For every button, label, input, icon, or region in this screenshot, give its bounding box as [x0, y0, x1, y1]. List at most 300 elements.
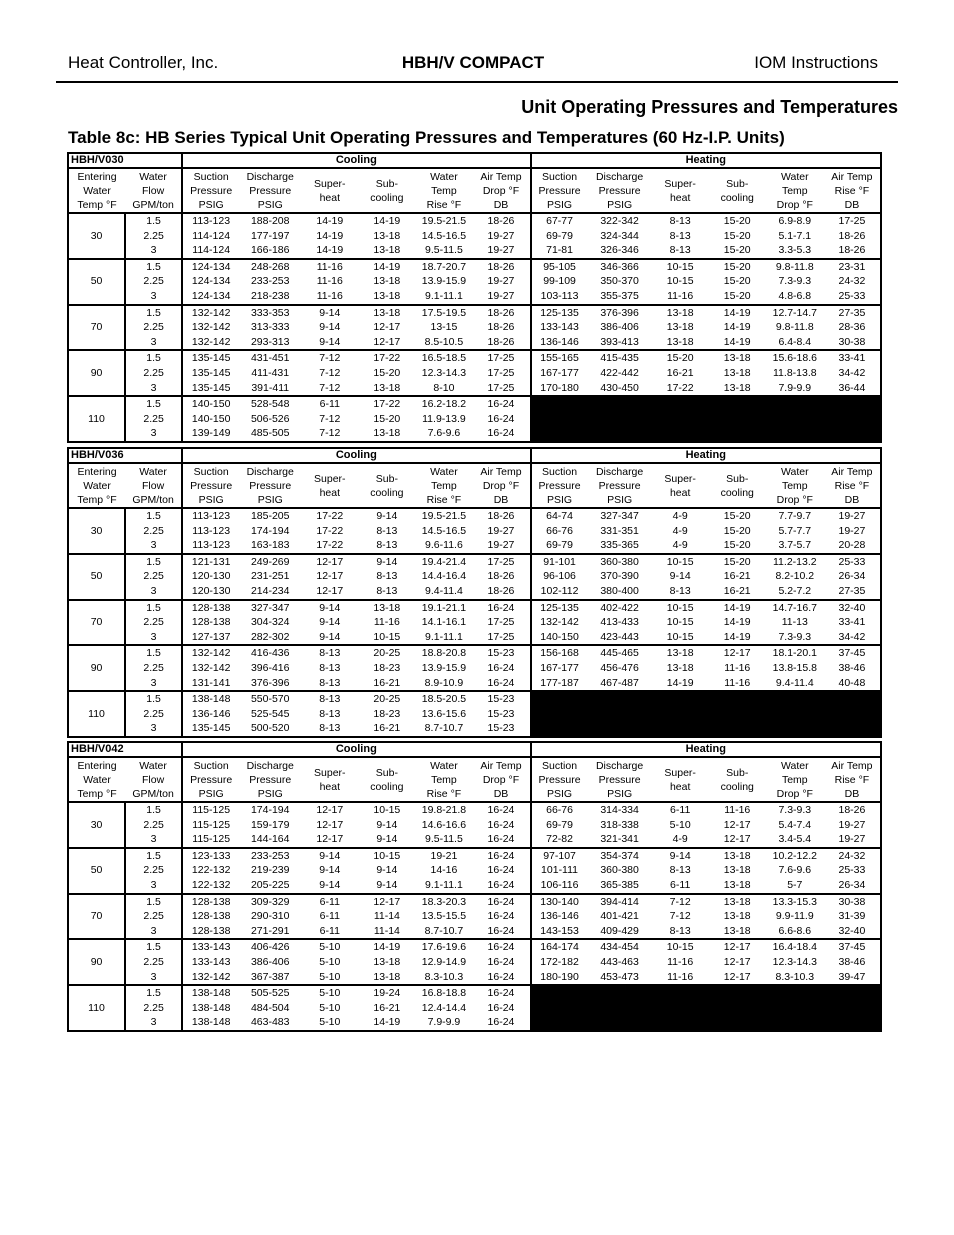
- value-cell: 66-76: [546, 804, 573, 816]
- value-cell: 9-14: [669, 849, 691, 862]
- value-cell: 8.2-10.2: [775, 570, 815, 583]
- value-cell: 71-81: [531, 243, 588, 259]
- header-line: heat: [669, 191, 691, 204]
- value-cell: 386-406: [250, 955, 290, 968]
- value-cell: 133-143: [540, 321, 579, 334]
- value-cell: 456-476: [600, 661, 639, 674]
- value-cell: 550-570: [250, 693, 290, 706]
- value-cell: 7.9-9.9: [766, 381, 824, 397]
- value-cell: 138-148: [191, 693, 231, 706]
- header-line: Flow: [142, 184, 165, 197]
- value-cell: 5-10: [319, 987, 341, 1000]
- header-line: Sub-: [375, 177, 398, 190]
- value-cell: 15-20: [723, 275, 751, 288]
- column-header-c_subcooling: [358, 463, 415, 508]
- column-header-flow: [125, 168, 182, 213]
- value-cell: 9.5-11.5: [415, 832, 472, 848]
- value-cell: 17-22: [373, 352, 401, 365]
- value-cell: 386-406: [600, 321, 639, 334]
- value-cell: 9-14: [376, 864, 398, 877]
- header-line: Air Temp: [480, 465, 522, 478]
- value-cell: 365-385: [588, 878, 652, 894]
- header-line: Water: [83, 184, 111, 197]
- column-header-entering: [68, 168, 125, 213]
- value-cell: 9.5-11.5: [415, 243, 472, 259]
- flow-value: 2.25: [125, 615, 182, 630]
- value-cell: 10-15: [666, 601, 694, 614]
- value-cell: 10-15: [666, 555, 694, 568]
- value-cell: 393-413: [588, 335, 652, 351]
- value-cell: 143-153: [531, 924, 588, 940]
- column-header-h_discharge: [588, 463, 652, 508]
- header-line: cooling: [370, 780, 404, 793]
- header-line: Flow: [142, 479, 165, 492]
- value-cell: 11.2-13.2: [773, 555, 817, 568]
- header-line: Suction: [193, 465, 229, 478]
- header-line: Drop °F: [482, 773, 520, 786]
- header-line: Pressure: [190, 479, 233, 492]
- header-line: GPM/ton: [132, 787, 174, 800]
- header-line: cooling: [720, 486, 754, 499]
- value-cell: 9.4-11.4: [766, 676, 824, 692]
- value-cell: 19.5-21.5: [421, 510, 467, 522]
- value-cell: 5-7: [766, 878, 824, 894]
- flow-value: 3: [125, 243, 182, 259]
- value-cell: 231-251: [250, 570, 290, 583]
- header-line: Water: [430, 170, 458, 183]
- value-cell: 8-13: [376, 524, 398, 537]
- value-cell: 69-79: [546, 229, 573, 242]
- column-header-c_air_drop: [472, 463, 530, 508]
- value-cell: 64-74: [546, 510, 573, 522]
- value-cell: 19-27: [472, 229, 530, 244]
- header-line: Air Temp: [831, 759, 873, 772]
- flow-value: 1.5: [125, 213, 182, 229]
- value-cell: 528-548: [250, 398, 290, 411]
- value-cell: 13-18: [723, 864, 751, 877]
- value-cell: 16.4-18.4: [772, 941, 817, 954]
- value-cell: 18-26: [472, 584, 530, 600]
- flow-value: 3: [125, 924, 182, 940]
- value-cell: 12-17: [373, 895, 401, 908]
- header-line: Air Temp: [831, 170, 873, 183]
- header-line: heat: [669, 486, 691, 499]
- value-cell: 122-132: [182, 878, 239, 894]
- value-cell: 11-16: [709, 676, 766, 692]
- header-line: cooling: [370, 191, 404, 204]
- table-row: [68, 524, 881, 539]
- flow-value: 1.5: [125, 305, 182, 321]
- table-row: [68, 863, 881, 878]
- column-header-entering: [68, 463, 125, 508]
- value-cell: 66-76: [546, 524, 573, 537]
- value-cell: 6-11: [652, 878, 709, 894]
- value-cell: 9.4-11.4: [415, 584, 472, 600]
- column-header-c_suction: [182, 463, 239, 508]
- value-cell: 249-269: [250, 555, 290, 568]
- operating-table: [67, 152, 882, 443]
- value-cell: 24-32: [838, 849, 866, 862]
- blacked-out-heating: [531, 396, 881, 442]
- value-cell: 138-148: [191, 1016, 231, 1029]
- value-cell: 443-463: [600, 955, 639, 968]
- value-cell: 18-26: [838, 229, 866, 242]
- value-cell: 391-411: [239, 381, 301, 397]
- value-cell: 15-20: [709, 243, 766, 259]
- value-cell: 39-47: [824, 970, 881, 986]
- value-cell: 132-142: [191, 647, 231, 660]
- header-line: Temp: [781, 773, 808, 786]
- value-cell: 135-145: [191, 722, 231, 735]
- header-line: Pressure: [598, 773, 641, 786]
- value-cell: 10-15: [373, 804, 401, 816]
- value-cell: 128-138: [191, 616, 231, 629]
- header-line: Water: [139, 170, 167, 183]
- value-cell: 17-22: [373, 398, 401, 411]
- header-line: Rise °F: [834, 479, 870, 492]
- header-line: Temp: [431, 479, 457, 492]
- value-cell: 167-177: [540, 661, 579, 674]
- value-cell: 15-20: [666, 352, 694, 365]
- value-cell: 333-353: [250, 306, 290, 319]
- value-cell: 11-16: [373, 616, 400, 629]
- value-cell: 4-9: [652, 538, 709, 554]
- header-line: Super-: [314, 766, 346, 779]
- value-cell: 370-390: [600, 570, 639, 583]
- value-cell: 14.5-16.5: [421, 524, 467, 537]
- value-cell: 16-24: [472, 412, 530, 427]
- value-cell: 19-27: [472, 538, 530, 554]
- value-cell: 290-310: [250, 910, 290, 923]
- value-cell: 69-79: [531, 538, 588, 554]
- value-cell: 13-18: [723, 366, 751, 379]
- value-cell: 16.5-18.5: [421, 352, 467, 365]
- value-cell: 6-11: [319, 910, 340, 923]
- value-cell: 10-15: [666, 275, 694, 288]
- value-cell: 13-18: [723, 895, 751, 908]
- value-cell: 16-21: [373, 1001, 401, 1014]
- header-line: Pressure: [538, 184, 581, 197]
- value-cell: 15-20: [723, 215, 751, 227]
- table-caption: Table 8c: HB Series Typical Unit Operating Pressures and Temperatures (60 Hz-I.P. Units): [68, 128, 785, 147]
- value-cell: 453-473: [588, 970, 652, 986]
- value-cell: 97-107: [543, 849, 576, 862]
- value-cell: 166-186: [239, 243, 301, 259]
- value-cell: 19-27: [838, 818, 866, 831]
- value-cell: 33-41: [838, 616, 866, 629]
- flow-value: 2.25: [125, 412, 182, 427]
- flow-value: 2.25: [125, 661, 182, 676]
- value-cell: 26-34: [824, 878, 881, 894]
- value-cell: 18.7-20.7: [421, 260, 467, 273]
- flow-value: 2.25: [125, 274, 182, 289]
- value-cell: 4.8-6.8: [766, 289, 824, 305]
- value-cell: 8-13: [319, 693, 341, 706]
- column-header-c_superheat: [301, 757, 358, 802]
- column-header-h_suction: [531, 757, 588, 802]
- header-line: Pressure: [249, 479, 292, 492]
- value-cell: 3.3-5.3: [766, 243, 824, 259]
- value-cell: 13-18: [373, 955, 401, 968]
- value-cell: 15-20: [723, 524, 751, 537]
- heating-group-header: Heating: [531, 448, 881, 463]
- value-cell: 19-27: [824, 832, 881, 848]
- value-cell: 25-33: [824, 289, 881, 305]
- flow-value: 1.5: [125, 396, 182, 412]
- flow-value: 1.5: [125, 691, 182, 707]
- value-cell: 6.6-8.6: [766, 924, 824, 940]
- value-cell: 20-28: [824, 538, 881, 554]
- value-cell: 128-138: [182, 924, 239, 940]
- header-line: DB: [493, 493, 509, 506]
- table-row: [68, 630, 881, 646]
- value-cell: 11-14: [373, 910, 400, 923]
- table-row: [68, 600, 881, 616]
- value-cell: 14-19: [373, 260, 401, 273]
- header-rule: [56, 81, 898, 83]
- column-header-c_air_drop: [472, 757, 530, 802]
- header-line: Drop °F: [482, 479, 520, 492]
- column-header-c_superheat: [301, 463, 358, 508]
- value-cell: 34-42: [838, 366, 866, 379]
- value-cell: 396-416: [250, 661, 290, 674]
- document-type: IOM Instructions: [754, 53, 878, 72]
- value-cell: 174-194: [250, 804, 290, 816]
- value-cell: 18-26: [472, 259, 530, 275]
- column-header-c_subcooling: [358, 757, 415, 802]
- value-cell: 101-111: [541, 864, 579, 877]
- header-line: Discharge: [246, 170, 294, 183]
- column-header-h_superheat: [652, 463, 709, 508]
- value-cell: 17-25: [472, 554, 530, 570]
- value-cell: 28-36: [838, 321, 866, 334]
- column-header-h_water_drop: [766, 463, 824, 508]
- value-cell: 8-13: [358, 584, 415, 600]
- value-cell: 16-24: [472, 396, 530, 412]
- value-cell: 177-187: [531, 676, 588, 692]
- value-cell: 10-15: [666, 616, 694, 629]
- value-cell: 18.3-20.3: [421, 895, 467, 908]
- header-line: Pressure: [538, 773, 581, 786]
- value-cell: 13-18: [373, 601, 401, 614]
- table-row: [68, 894, 881, 910]
- header-line: Discharge: [246, 759, 294, 772]
- value-cell: 113-123: [192, 215, 231, 227]
- value-cell: 9.8-11.8: [775, 260, 814, 273]
- entering-temp: 90: [68, 350, 125, 396]
- entering-temp: 70: [68, 894, 125, 940]
- value-cell: 14.1-16.1: [421, 616, 467, 629]
- value-cell: 7.6-9.6: [778, 864, 812, 877]
- value-cell: 9-14: [358, 832, 415, 848]
- header-line: Suction: [193, 759, 229, 772]
- value-cell: 16-24: [472, 878, 530, 894]
- flow-value: 3: [125, 426, 182, 442]
- header-line: Super-: [664, 472, 696, 485]
- value-cell: 180-190: [531, 970, 588, 986]
- header-line: Pressure: [249, 773, 292, 786]
- value-cell: 8-13: [319, 707, 341, 720]
- operating-table: [67, 447, 882, 738]
- header-line: Discharge: [246, 465, 294, 478]
- flow-value: 2.25: [125, 229, 182, 244]
- value-cell: 18-26: [472, 320, 530, 335]
- value-cell: 413-433: [600, 616, 639, 629]
- value-cell: 15-20: [723, 555, 751, 568]
- value-cell: 14.6-16.6: [421, 818, 467, 831]
- column-header-h_subcooling: [709, 463, 766, 508]
- value-cell: 19-27: [472, 524, 530, 539]
- value-cell: 15-23: [472, 721, 530, 737]
- value-cell: 19-27: [838, 524, 866, 537]
- header-line: PSIG: [198, 787, 224, 800]
- value-cell: 6-11: [301, 924, 358, 940]
- header-line: Drop °F: [776, 493, 813, 506]
- value-cell: 188-208: [250, 215, 290, 227]
- column-header-c_suction: [182, 757, 239, 802]
- value-cell: 376-396: [600, 306, 639, 319]
- value-cell: 11-16: [652, 289, 709, 305]
- value-cell: 14-19: [723, 601, 751, 614]
- entering-temp: 50: [68, 259, 125, 305]
- column-header-c_water_rise: [415, 168, 472, 213]
- value-cell: 102-112: [531, 584, 588, 600]
- value-cell: 15-20: [709, 538, 766, 554]
- value-cell: 14.7-16.7: [772, 601, 817, 614]
- value-cell: 11-16: [652, 970, 709, 986]
- flow-value: 3: [125, 584, 182, 600]
- value-cell: 16-24: [472, 955, 530, 970]
- value-cell: 7-12: [669, 910, 691, 923]
- value-cell: 12-17: [316, 570, 344, 583]
- flow-value: 3: [125, 381, 182, 397]
- value-cell: 18-26: [472, 305, 530, 321]
- value-cell: 485-505: [250, 427, 290, 440]
- entering-temp: 30: [68, 213, 125, 259]
- column-header-c_suction: [182, 168, 239, 213]
- column-header-h_superheat: [652, 168, 709, 213]
- heating-group-header: Heating: [531, 153, 881, 168]
- column-header-h_air_rise: [824, 463, 881, 508]
- value-cell: 219-239: [250, 864, 290, 877]
- value-cell: 13.9-15.9: [421, 275, 467, 288]
- value-cell: 327-347: [250, 601, 290, 614]
- value-cell: 218-238: [239, 289, 301, 305]
- header-line: Suction: [542, 170, 578, 183]
- value-cell: 120-130: [182, 584, 239, 600]
- value-cell: 7.6-9.6: [427, 427, 461, 440]
- value-cell: 16-24: [472, 924, 530, 940]
- value-cell: 8.9-10.9: [415, 676, 472, 692]
- table-row: [68, 366, 881, 381]
- value-cell: 445-465: [600, 647, 639, 660]
- value-cell: 11-16: [316, 260, 343, 273]
- value-cell: 18-23: [373, 707, 401, 720]
- value-cell: 12-17: [723, 818, 751, 831]
- flow-value: 2.25: [125, 818, 182, 833]
- value-cell: 18-26: [472, 213, 530, 229]
- value-cell: 13-18: [652, 335, 709, 351]
- value-cell: 346-366: [600, 260, 639, 273]
- operating-table: [67, 741, 882, 1032]
- entering-temp: 110: [68, 691, 125, 737]
- value-cell: 16-21: [666, 366, 694, 379]
- header-line: PSIG: [257, 787, 283, 800]
- value-cell: 14-19: [301, 243, 358, 259]
- value-cell: 133-143: [191, 941, 231, 954]
- table-row: [68, 320, 881, 335]
- flow-value: 1.5: [125, 508, 182, 524]
- value-cell: 314-334: [600, 804, 639, 816]
- header-line: Super-: [314, 472, 346, 485]
- table-row: [68, 970, 881, 986]
- value-cell: 15-20: [709, 289, 766, 305]
- value-cell: 136-146: [191, 707, 231, 720]
- entering-temp: 50: [68, 554, 125, 600]
- header-line: Drop °F: [482, 184, 520, 197]
- column-header-flow: [125, 757, 182, 802]
- value-cell: 18-26: [472, 508, 530, 524]
- value-cell: 282-302: [239, 630, 301, 646]
- flow-value: 2.25: [125, 569, 182, 584]
- value-cell: 3.4-5.4: [766, 832, 824, 848]
- value-cell: 9-14: [376, 510, 398, 522]
- value-cell: 17-25: [472, 615, 530, 630]
- header-line: DB: [493, 198, 509, 211]
- value-cell: 20-25: [373, 647, 401, 660]
- value-cell: 12-17: [316, 818, 344, 831]
- value-cell: 17-25: [472, 350, 530, 366]
- value-cell: 331-351: [600, 524, 639, 537]
- value-cell: 5-10: [301, 970, 358, 986]
- table-row: [68, 909, 881, 924]
- value-cell: 13-18: [709, 924, 766, 940]
- header-line: Sub-: [726, 766, 749, 779]
- value-cell: 16-24: [472, 985, 530, 1001]
- value-cell: 124-134: [191, 275, 231, 288]
- flow-value: 1.5: [125, 985, 182, 1001]
- value-cell: 123-133: [191, 849, 231, 862]
- value-cell: 14.5-16.5: [421, 229, 467, 242]
- value-cell: 409-429: [588, 924, 652, 940]
- header-line: Temp: [431, 184, 457, 197]
- value-cell: 17-22: [301, 538, 358, 554]
- value-cell: 10.2-12.2: [772, 849, 817, 862]
- value-cell: 10-15: [652, 630, 709, 646]
- header-line: Temp °F: [77, 787, 117, 800]
- column-header-c_water_rise: [415, 757, 472, 802]
- value-cell: 140-150: [531, 630, 588, 646]
- value-cell: 140-150: [191, 398, 231, 411]
- header-line: Pressure: [598, 479, 641, 492]
- table-row: [68, 213, 881, 229]
- value-cell: 31-39: [838, 910, 866, 923]
- value-cell: 132-142: [182, 335, 239, 351]
- value-cell: 10-15: [358, 630, 415, 646]
- table-row: [68, 538, 881, 554]
- value-cell: 8.7-10.7: [424, 722, 464, 735]
- value-cell: 185-205: [250, 510, 290, 522]
- value-cell: 115-125: [192, 804, 231, 816]
- value-cell: 113-123: [182, 538, 239, 554]
- value-cell: 248-268: [250, 260, 290, 273]
- value-cell: 9-14: [376, 555, 398, 568]
- value-cell: 14-19: [316, 229, 344, 242]
- value-cell: 27-35: [824, 584, 881, 600]
- value-cell: 8-13: [376, 570, 398, 583]
- header-line: Water: [430, 465, 458, 478]
- value-cell: 19-24: [373, 987, 401, 1000]
